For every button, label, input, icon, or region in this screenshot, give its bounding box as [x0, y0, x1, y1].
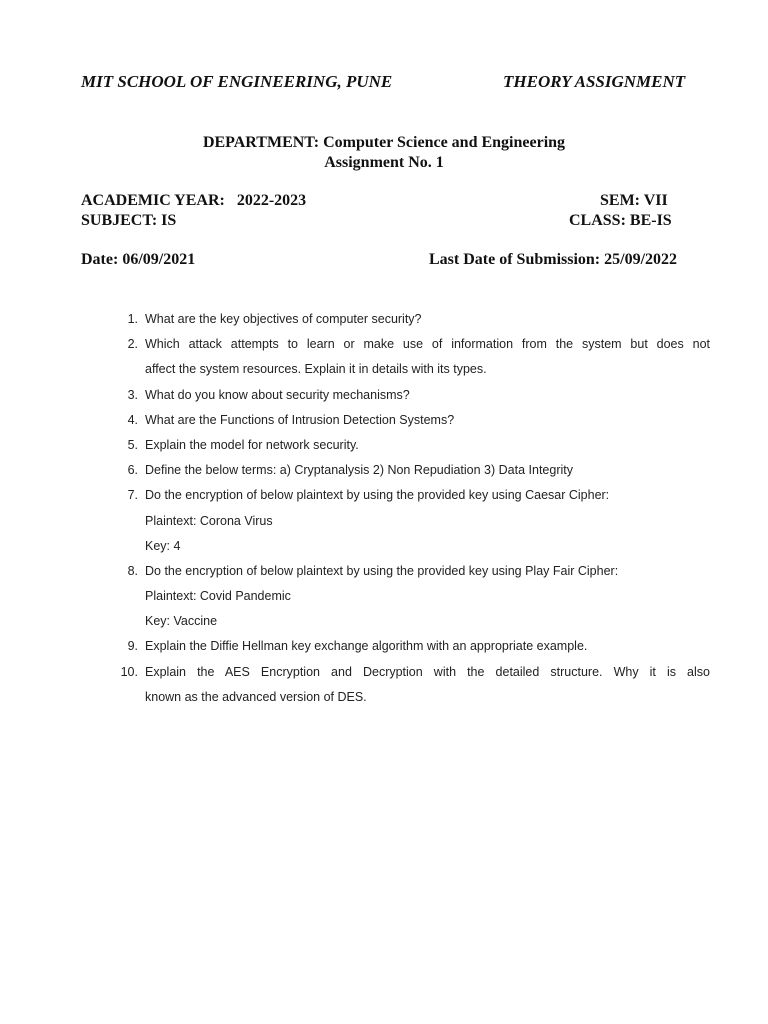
question-text: Plaintext: Covid Pandemic [145, 589, 291, 604]
question-line [118, 433, 710, 458]
question-text: Do the encryption of below plaintext by using the provided key using Caesar Cipher: [145, 488, 610, 503]
question-text: Key: Vaccine [145, 614, 218, 629]
question-number: 10. [120, 664, 138, 679]
question-line [118, 609, 710, 634]
question-number: 8. [127, 563, 138, 578]
question-line [118, 483, 710, 508]
question-line [118, 383, 710, 408]
semester: SEM: VII [600, 192, 668, 209]
question-number: 7. [127, 488, 138, 503]
question-text: Do the encryption of below plaintext by using the provided key using Play Fair Cipher: [145, 563, 619, 578]
question-text: affect the system resources. Explain it in details with its types. [145, 362, 487, 377]
question-line [118, 509, 710, 534]
last-submission-date: Last Date of Submission: 25/09/2022 [429, 251, 678, 268]
question-number: 2. [127, 337, 138, 352]
question-line [118, 660, 710, 685]
question-line [118, 685, 710, 710]
assignment-title: Assignment No. 1 [324, 154, 444, 171]
question-text: Which attack attempts to learn or make use of information from the system but does not [145, 337, 710, 352]
question-line [118, 634, 710, 659]
question-number: 1. [127, 312, 138, 326]
institution-name: MIT SCHOOL OF ENGINEERING, PUNE [81, 72, 393, 91]
question-text: What are the key objectives of computer security? [145, 312, 422, 326]
question-number: 6. [127, 463, 138, 478]
class: CLASS: BE-IS [569, 212, 672, 229]
question-number: 9. [127, 639, 138, 654]
question-line [118, 357, 710, 382]
question-text: Explain the model for network security. [145, 437, 359, 452]
question-text: Explain the AES Encryption and Decryption with the detailed structure. Why it is also [145, 664, 710, 679]
question-number: 5. [127, 437, 138, 452]
question-line [118, 584, 710, 609]
question-text: Key: 4 [145, 538, 181, 553]
question-line [118, 534, 710, 559]
department-line: DEPARTMENT: Computer Science and Engineering [202, 134, 566, 151]
question-text: Plaintext: Corona Virus [145, 513, 273, 528]
document-type: THEORY ASSIGNMENT [503, 72, 686, 91]
question-text: What do you know about security mechanisms? [145, 387, 410, 402]
question-text: Define the below terms: a) Cryptanalysis 2) Non Repudiation 3) Data Integrity [145, 463, 573, 478]
question-text: known as the advanced version of DES. [145, 689, 367, 704]
question-line [118, 559, 710, 584]
question-text: Explain the Diffie Hellman key exchange algorithm with an appropriate example. [145, 639, 588, 654]
date: Date: 06/09/2021 [81, 251, 196, 268]
question-text: What are the Functions of Intrusion Detection Systems? [145, 412, 455, 427]
question-line [118, 332, 710, 357]
question-number: 3. [127, 387, 138, 402]
question-line [118, 458, 710, 483]
question-list [118, 307, 710, 710]
question-number: 4. [127, 412, 138, 427]
subject: SUBJECT: IS [81, 212, 177, 229]
question-line [118, 307, 710, 332]
academic-year: ACADEMIC YEAR: 2022-2023 [81, 192, 307, 209]
question-line [118, 408, 710, 433]
